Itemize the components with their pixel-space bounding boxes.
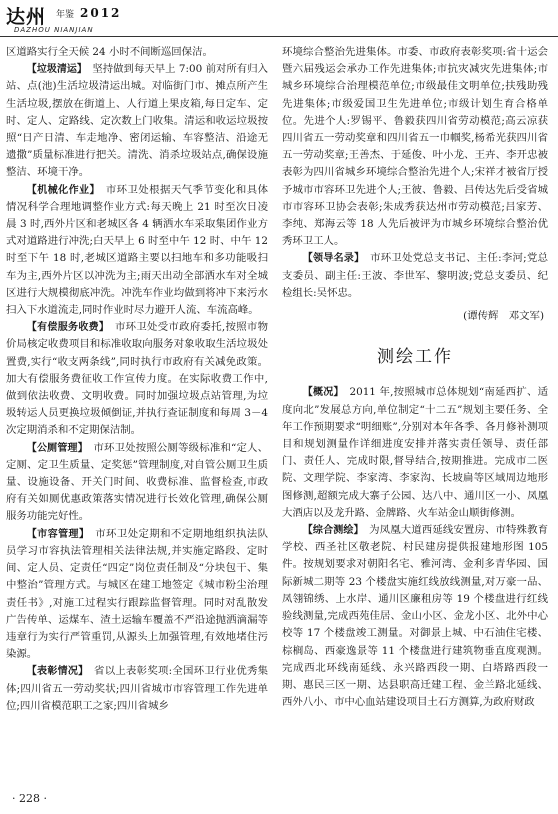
author-credit: (谭传辉 邓文军) [463, 310, 544, 323]
paragraph-heading: 【有偿服务收费】 [26, 322, 105, 334]
yearbook-subtitle: 年鉴 [56, 10, 75, 20]
yearbook-year: 2012 [80, 6, 122, 20]
paragraph-heading: 【公厕管理】 [26, 442, 83, 454]
paragraph [6, 44, 268, 61]
paragraph [6, 61, 268, 181]
section-title: 测绘工作 [377, 347, 453, 368]
paragraph [6, 663, 268, 715]
paragraph [282, 250, 548, 302]
paragraph-text: 市环卫处根据天气季节变化和具体情况科学合理地调整作业方式:每天晚上 21 时至次日凌晨 3 时,西外片区和老城区各 4 辆洒水车采取集团作业方式对道路进行冲洗;白天早上 6 时至中午 12 时、中午 12 时至下午 18 时,老城区道路主要以扫地车和多功能吸扫车为主,西外片区以冲洗为主;雨天出动全部洒水车对全城区进行大规模彻底冲洗。冲洗车作业均做到将冲下来污水扫入下水道流走,同时作业时尽力避开人流、车流高峰。 [6, 183, 269, 317]
paragraph-text: 2011 年,按照城市总体规划“南延西扩、适度向北”发展总方向,单位制定“十二五”规划主要任务、全年工作预期要求“明细账”,分别对本年各季、各月修补测项目和规划测量作详细进度安排并落实责任领导、责任部门、责任人、完成时限,督导结合,按期推进。完成市二医院、文理学院、李家湾、李家沟、长坡扁等区域周边地形图修测,超额完成大寨子公园、达八中、通川区一小、凤凰大酒店以及龙升路、金牌路、火车站金山顺街修测。 [282, 386, 548, 519]
paragraph-heading: 【机械化作业】 [26, 184, 95, 196]
paragraph [282, 44, 548, 250]
page-header [0, 0, 558, 44]
paragraph-heading: 【市容管理】 [26, 528, 85, 540]
paragraph-heading: 【概况】 [302, 387, 339, 399]
paragraph-text: 市环卫处党总支书记、主任:李河;党总支委员、副主任:王波、李世军、黎明波;党总支委员、纪检组长:吴怀忠。 [282, 252, 549, 299]
header-divider [0, 36, 558, 37]
paragraph-heading: 【垃圾清运】 [26, 64, 82, 76]
paragraph-text: 市环卫处定期和不定期地组织执法队员学习市容执法管理相关法律法规,并实施定路段、定时间、定人员、定责任“四定”岗位责任制及“分块包干、集中整治”管理方式。与城区在建工地签定《城市粉尘治理责任书》,对施工过程实行跟踪监督管理。同时对乱散发广告传单、运煤车、渣土运输车覆盖不严沿途抛洒滴漏等违章行为实行严管重罚,从源头上加强管理,有效地堵住污染源。 [6, 527, 269, 661]
yearbook-title: 达州 [6, 6, 47, 28]
right-column [282, 44, 548, 711]
paragraph [6, 440, 268, 526]
paragraph-text: 区道路实行全天候 24 小时不间断巡回保洁。 [6, 46, 213, 58]
paragraph-heading: 【综合测绘】 [302, 525, 359, 537]
paragraph [282, 384, 548, 522]
page-number: · 228 · [12, 792, 47, 805]
paragraph-heading: 【领导名录】 [302, 253, 360, 265]
right-column-top [282, 44, 548, 302]
paragraph-text: 坚持做到每天早上 7:00 前对所有归入站、点(池)生活垃圾清运出城。对临街门市、摊点所产生生活垃圾,摆放在街道上、人行道上果皮箱,每日定车、定时、定人、定路线、定次数上门收集。清运和收运垃圾按照“日产日清、车走地净、密闭运输、车容整洁、沿途无遗撒”质量标准进行把关。清洗、消杀垃圾站点,确保设施整洁、环境干净。 [6, 63, 269, 179]
paragraph [6, 526, 268, 664]
paragraph-text: 省以上表彰奖项:全国环卫行业优秀集体;四川省五一劳动奖状;四川省城市市容管理工作先进单位;四川省模范职工之家;四川省城乡 [6, 665, 269, 712]
paragraph [6, 182, 268, 320]
yearbook-pinyin: DAZHOU NIANJIAN [14, 26, 94, 34]
right-column-bottom [282, 384, 548, 711]
paragraph-heading: 【表彰情况】 [26, 666, 84, 678]
paragraph-text: 为凤凰大道西延线安置房、市特殊教育学校、西圣社区敬老院、村民建房提供报建地形图 105 件。按规划要求对朝阳名宅、雅河湾、金利多青华园、国际新城二期等 23 个楼盘实施红线放线测量,对万豪一品、凤翎锦绣、上水岸、通川区廉租房等 19 个楼盘进行红线验线测量,完成西苑佳居、金山小区、金龙小区、北外中心校等 17 个楼盘竣工测量。对御景上城、中石油住宅楼、棕榈岛、西豪逸景等 11 个楼盘进行建筑物垂直度观测。完成西北环线南延线、永兴路西段一期、白塔路西段一期、惠民三区一期、达县职高迁建工程、金兰路北延线、西外八小、市中心血站建设项目土石方测算,为政府财政 [282, 524, 549, 709]
paragraph [6, 319, 268, 439]
paragraph [282, 522, 548, 711]
paragraph-text: 市环卫处受市政府委托,按照市物价局核定收费项目和标准收取向服务对象收取生活垃圾处置费,实行“收支两条线”,同时执行市政府有关减免政策。加大有偿服务费征收工作宣传力度。在实际收费工作中,做到依法收费、文明收费。同时加强垃圾点站管理,为垃圾转运人员更换垃圾倾倒证,并执行查证制度和每周 3－4 次定期消杀和不定期保洁制。 [6, 321, 269, 437]
left-column [6, 44, 268, 715]
paragraph-text: 市环卫处按照公厕等级标准和“定人、定厕、定卫生质量、定奖惩”管理制度,对自管公厕卫生质量、设施设备、开关门时间、收费标准、监督检查,市政府有关如厕优惠政策落实情况进行长效化管理,确保公厕服务功能完好性。 [6, 441, 269, 523]
paragraph-text: 环境综合整治先进集体。市委、市政府表彰奖项:省十运会暨六届残运会承办工作先进集体;市抗灾减灾先进集体;市城乡环境综合治理模范单位;市级最佳文明单位;扶残助残先进集体;市级爱国卫生先进单位;市级计划生育合格单位。先进个人:罗锡平、鲁毅获四川省劳动模范;高云凉获四川省五一劳动奖章和四川省五一巾帼奖,杨希光获四川省五一劳动奖章;王善杰、于延俊、叶小龙、王卉、李开忠被表彰为四川省城乡环境综合整治先进个人;宋祥才被省厅授予城市市容环卫先进个人;王彼、鲁毅、吕传达先后受省城市市容环卫协会表彰;朱成秀获达州市劳动模范;吕家芳、李纯、郑海云等 18 人先后被评为市城乡环境综合整治优秀环卫工人。 [282, 46, 548, 248]
